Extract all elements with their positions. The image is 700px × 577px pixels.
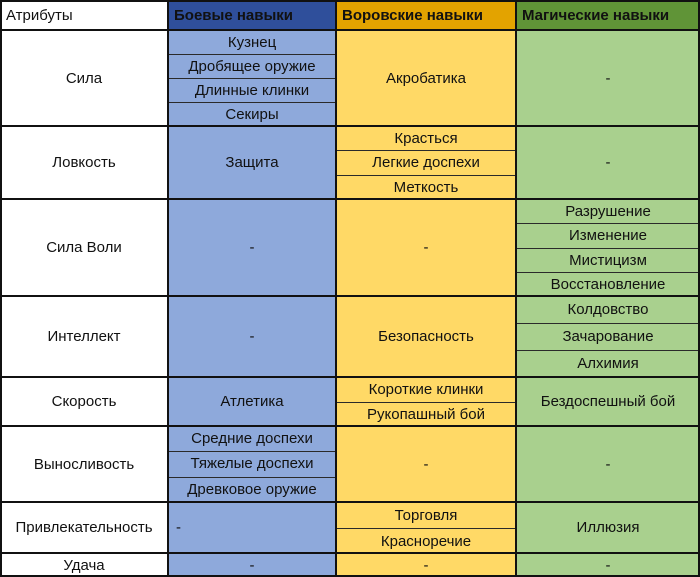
- stealth-skill-cell: Меткость: [393, 178, 459, 196]
- magic-skill-cell: Зачарование: [562, 328, 654, 345]
- grid-line: [515, 0, 517, 577]
- attribute-name: Ловкость: [52, 154, 116, 171]
- grid-line: [168, 477, 336, 478]
- attribute-name: Выносливость: [33, 455, 135, 473]
- combat-skill-cell: Кузнец: [227, 33, 277, 51]
- grid-line: [336, 528, 516, 529]
- magic-skill-cell: Бездоспешный бой: [540, 393, 676, 410]
- stealth-skill-cell: -: [423, 556, 429, 574]
- stealth-skill-cell: -: [423, 455, 429, 473]
- grid-line: [0, 0, 2, 577]
- magic-skill-cell: -: [605, 556, 611, 574]
- grid-line: [336, 402, 516, 403]
- grid-line: [0, 295, 700, 297]
- combat-skill-cell: Длинные клинки: [194, 81, 310, 99]
- attribute-name: Скорость: [51, 393, 117, 410]
- grid-line: [335, 0, 337, 577]
- header-magic-skills: Магические навыки: [516, 0, 700, 30]
- magic-skill-cell: Восстановление: [550, 275, 666, 293]
- stealth-skill-cell: Акробатика: [386, 69, 466, 87]
- attribute-name: Удача: [63, 556, 105, 574]
- magic-skill-cell: Изменение: [569, 226, 647, 244]
- grid-line: [167, 0, 169, 577]
- combat-skill-cell: Атлетика: [220, 393, 284, 410]
- grid-line: [0, 198, 700, 200]
- stealth-skill-cell: Рукопашный бой: [366, 406, 485, 423]
- grid-line: [168, 78, 336, 79]
- grid-line: [516, 323, 700, 324]
- grid-line: [168, 451, 336, 452]
- combat-skill-cell: Древковое оружие: [187, 481, 317, 498]
- stealth-skill-cell: Красноречие: [380, 532, 472, 550]
- grid-line: [168, 102, 336, 103]
- grid-line: [0, 552, 700, 554]
- grid-line: [516, 248, 700, 249]
- grid-line: [516, 350, 700, 351]
- grid-line: [168, 54, 336, 55]
- attribute-name: Привлекательность: [15, 519, 153, 536]
- grid-line: [336, 175, 516, 176]
- header-combat-skills: Боевые навыки: [168, 0, 336, 30]
- grid-line: [0, 29, 700, 31]
- combat-skill-cell: -: [176, 519, 181, 536]
- grid-line: [0, 501, 700, 503]
- stealth-skill-cell: Легкие доспехи: [372, 153, 480, 171]
- grid-line: [336, 150, 516, 151]
- stealth-skill-cell: Безопасность: [378, 328, 474, 345]
- stealth-skill-cell: Красться: [394, 129, 458, 147]
- magic-skill-cell: -: [605, 69, 611, 87]
- attribute-name: Сила: [65, 69, 103, 87]
- combat-skill-cell: Тяжелые доспехи: [190, 455, 314, 472]
- stealth-skill-cell: -: [423, 239, 429, 256]
- grid-line: [516, 223, 700, 224]
- grid-line: [0, 425, 700, 427]
- attribute-name: Интеллект: [47, 328, 121, 345]
- magic-skill-cell: Разрушение: [565, 202, 651, 220]
- magic-skill-cell: Мистицизм: [569, 251, 647, 269]
- attribute-name: Сила Воли: [46, 239, 122, 256]
- magic-skill-cell: Колдовство: [567, 301, 649, 318]
- combat-skill-cell: Средние доспехи: [191, 430, 313, 447]
- grid-line: [516, 272, 700, 273]
- stealth-skill-cell: Короткие клинки: [368, 381, 484, 398]
- magic-skill-cell: -: [605, 154, 611, 171]
- combat-skill-cell: -: [249, 556, 255, 574]
- header-stealth-skills: Воровские навыки: [336, 0, 516, 30]
- grid-line: [0, 376, 700, 378]
- magic-skill-cell: -: [605, 455, 611, 473]
- magic-skill-cell: Алхимия: [577, 355, 639, 372]
- stealth-skill-cell: Торговля: [394, 506, 458, 524]
- combat-skill-cell: Защита: [225, 154, 279, 171]
- grid-line: [0, 0, 700, 2]
- header-attributes: Атрибуты: [0, 0, 168, 30]
- magic-skill-cell: Иллюзия: [576, 519, 640, 536]
- combat-skill-cell: Секиры: [225, 105, 279, 123]
- combat-skill-cell: -: [249, 328, 255, 345]
- combat-skill-cell: Дробящее оружие: [188, 57, 316, 75]
- combat-skill-cell: -: [249, 239, 255, 256]
- grid-line: [0, 125, 700, 127]
